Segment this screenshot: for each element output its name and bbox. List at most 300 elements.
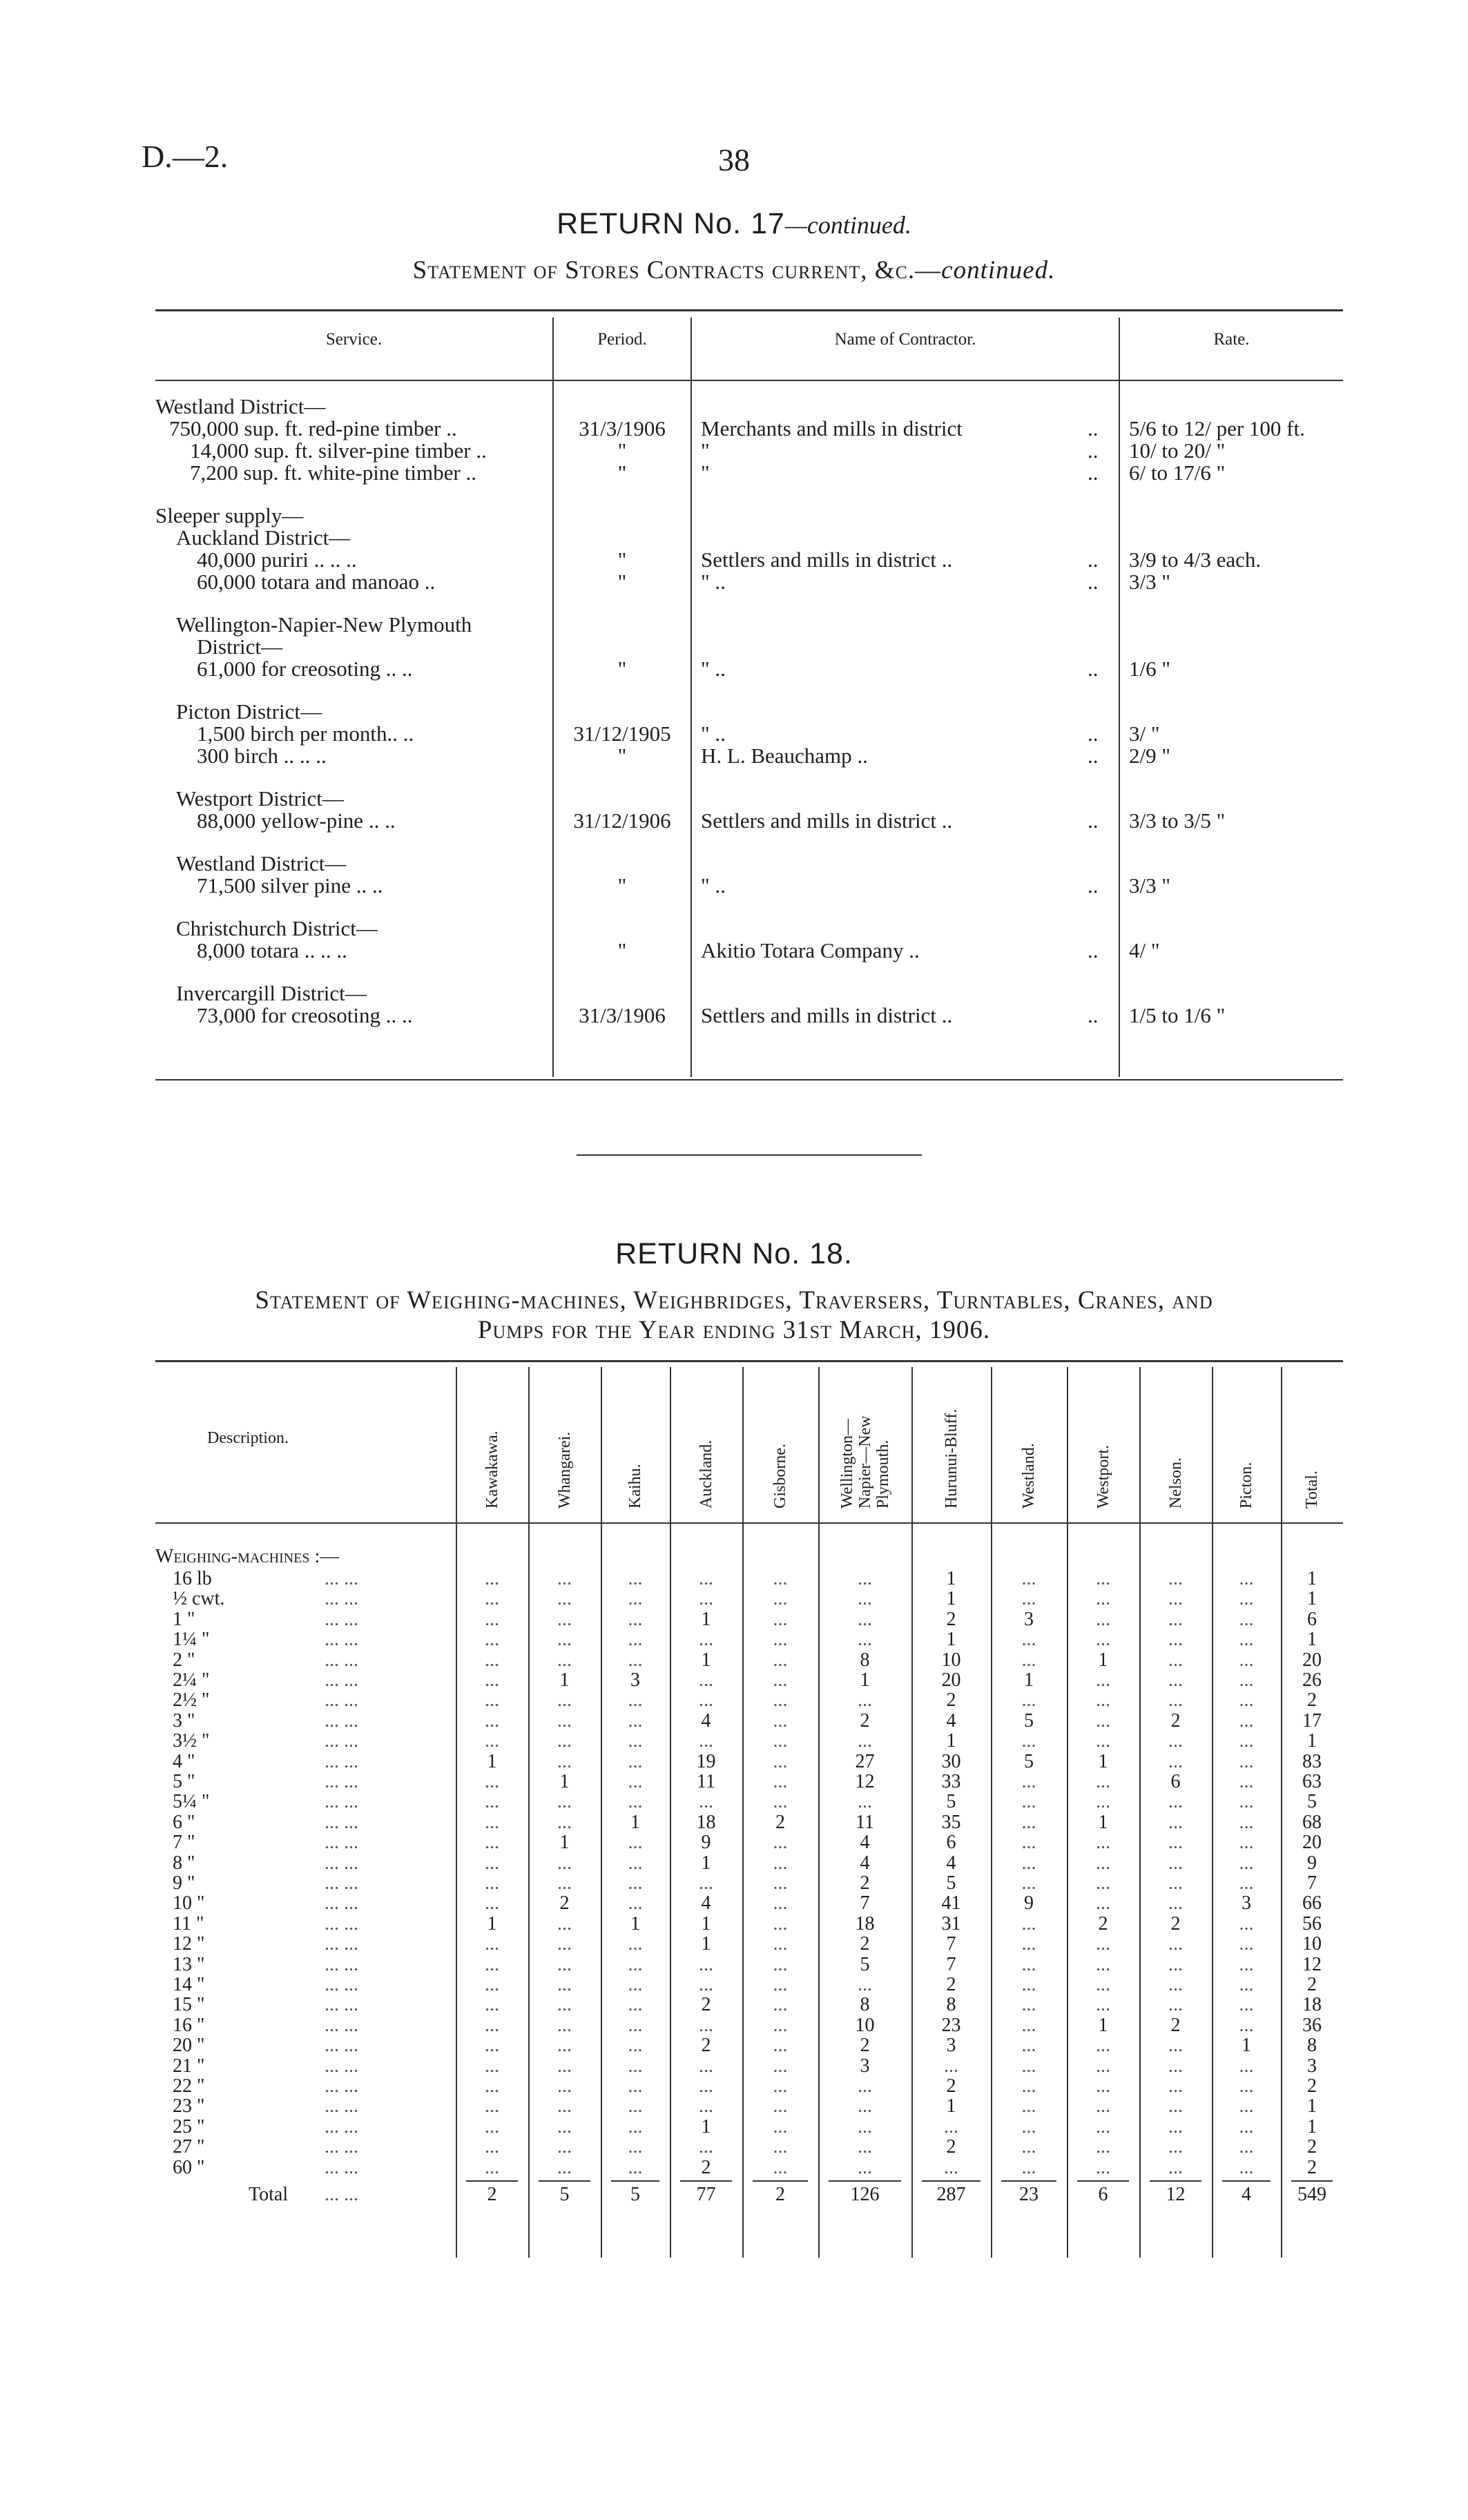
r18-cell: 1: [630, 1912, 640, 1935]
r18-cell: 6: [946, 1832, 956, 1854]
r18-cell: ...: [557, 2156, 572, 2178]
r18-row-desc: 1 ": [173, 1608, 195, 1630]
r18-cell: ...: [944, 2055, 958, 2077]
r18-cell: ...: [628, 2156, 643, 2178]
r18-cell: ...: [1021, 1832, 1036, 1854]
r17-contractor: ": [701, 438, 710, 463]
r18-cell: ...: [485, 1629, 499, 1651]
r18-header-description: Description.: [207, 1429, 289, 1447]
return-18-title: RETURN No. 18.: [615, 1237, 853, 1270]
r18-cell: 1: [1307, 2115, 1317, 2138]
r17-service: Wellington-Napier-New Plymouth: [176, 612, 472, 637]
r17-header-service: Service.: [325, 330, 383, 349]
r18-cell: 1: [559, 1832, 570, 1854]
r18-cell: ...: [1021, 1912, 1036, 1935]
r18-cell: 1: [860, 1669, 870, 1691]
r18-cell: 41: [941, 1892, 961, 1915]
r18-cell: ...: [628, 1588, 643, 1610]
r18-cell: ...: [858, 2075, 872, 2097]
r17-rate: 6/ to 17/6 ": [1129, 461, 1226, 485]
r18-cell: ...: [557, 1811, 572, 1833]
r18-cell: ...: [485, 1994, 499, 2016]
r18-cell: 8: [860, 1649, 870, 1671]
r18-cell: ...: [1239, 1730, 1254, 1752]
r17-rate: 3/3 ": [1129, 873, 1171, 898]
r17-contractor: ": [701, 461, 710, 485]
r17-rate-leader: ..: [1088, 721, 1099, 746]
return-17-title-suffix: —continued.: [784, 211, 911, 239]
r18-cell: ...: [1239, 1953, 1254, 1975]
r18-row-desc: 11 ": [173, 1912, 204, 1935]
r18-cell: ...: [1021, 1852, 1036, 1874]
r18-cell: ...: [557, 1994, 572, 2016]
r18-row-desc: 5¼ ": [173, 1791, 210, 1813]
r17-period: ": [617, 547, 627, 572]
r18-cell: ...: [699, 1588, 713, 1610]
r18-cell: ...: [485, 1953, 499, 1975]
r18-cell: ...: [858, 1629, 872, 1651]
r18-cell: ...: [1168, 1649, 1183, 1671]
r18-cell: 5: [1024, 1709, 1034, 1732]
r17-period: 31/3/1906: [579, 1003, 666, 1027]
r18-cell: ...: [1021, 1953, 1036, 1975]
r17-period: ": [617, 657, 627, 681]
r18-cell: ...: [628, 2095, 643, 2117]
r18-cell: ...: [1239, 1852, 1254, 1874]
r18-cell: ...: [773, 1852, 788, 1874]
r18-cell: 5: [946, 1791, 956, 1813]
r18-cell: ...: [858, 2136, 872, 2158]
r18-cell: ...: [1168, 1730, 1183, 1752]
r18-cell: ...: [557, 1750, 572, 1772]
r18-cell: ...: [485, 1689, 499, 1712]
r18-cell: ...: [628, 1933, 643, 1955]
r18-cell: ...: [773, 2035, 788, 2057]
r18-cell: 2: [559, 1892, 570, 1915]
r17-header-rule: [155, 380, 1343, 381]
r17-top-rule: [155, 309, 1343, 311]
r18-cell: ...: [1096, 1994, 1110, 2016]
r18-cell: ...: [557, 1974, 572, 1995]
r18-cell: 27: [855, 1750, 875, 1772]
r18-cell: 1: [1098, 1811, 1108, 1833]
r18-cell: 2: [860, 1872, 870, 1894]
r18-cell: 1: [701, 1649, 711, 1671]
return-18-statement-line1: Statement of Weighing-machines, Weighbridges, Traversers, Turntables, Cranes, and: [255, 1286, 1213, 1315]
r18-row-leader: ... ...: [325, 1771, 358, 1792]
r18-cell: 2: [1170, 1709, 1181, 1732]
r18-cell: ...: [1239, 2136, 1254, 2158]
r18-cell: 6: [1170, 1771, 1181, 1792]
r18-cell: ...: [1168, 2115, 1183, 2138]
r17-service: 300 birch .. .. ..: [197, 744, 327, 768]
r18-cell: 2: [1170, 1912, 1181, 1935]
r18-cell: ...: [1168, 1872, 1183, 1894]
r18-cell: ...: [557, 1629, 572, 1651]
r18-cell: ...: [1096, 1689, 1110, 1712]
r18-cell: 11: [856, 1811, 874, 1833]
r18-cell: 3: [1024, 1608, 1034, 1630]
r17-rate-leader: ..: [1088, 1003, 1099, 1027]
r18-cell: 7: [1307, 1872, 1317, 1894]
r18-cell: 66: [1302, 1892, 1322, 1915]
r18-cell: 1: [1024, 1669, 1034, 1691]
r18-cell: ...: [1168, 2136, 1183, 2158]
r17-rate: 1/5 to 1/6 ": [1129, 1003, 1226, 1027]
r18-header-1: Whangarei.: [555, 1431, 574, 1509]
r18-row-desc: 20 ": [173, 2035, 205, 2057]
r18-cell: ...: [773, 2055, 788, 2077]
r18-cell: ...: [485, 1608, 499, 1630]
r18-cell: 2: [860, 2035, 870, 2057]
r18-cell: ...: [1168, 2035, 1183, 2057]
r18-row-leader: ... ...: [325, 1608, 358, 1630]
r18-cell: ...: [1021, 1730, 1036, 1752]
r18-cell: ...: [1096, 1852, 1110, 1874]
r18-row-leader: ... ...: [325, 1974, 358, 1995]
r18-cell: 56: [1302, 1912, 1322, 1935]
r18-cell: ...: [699, 1872, 713, 1894]
r18-header-10: Picton.: [1237, 1462, 1255, 1509]
r18-header-6: Hurunui-Bluff.: [942, 1408, 960, 1509]
r17-service: 61,000 for creosoting .. ..: [197, 657, 413, 681]
r18-cell: ...: [628, 1608, 643, 1630]
r17-rate: 3/3 ": [1129, 570, 1171, 594]
r17-rate-leader: ..: [1088, 438, 1099, 463]
r17-service: Sleeper supply—: [155, 503, 304, 527]
r18-cell: ...: [1239, 1994, 1254, 2016]
r18-cell: 2: [946, 1974, 956, 1995]
r18-cell: ...: [1239, 1689, 1254, 1712]
r18-cell: ...: [628, 2115, 643, 2138]
r18-cell: 9: [1024, 1892, 1034, 1915]
r18-cell: ...: [485, 1892, 499, 1915]
r18-row-desc: 13 ": [173, 1953, 205, 1975]
r18-row-leader: ... ...: [325, 1709, 358, 1732]
r18-cell: ...: [628, 1709, 643, 1732]
r18-cell: ...: [628, 1974, 643, 1995]
r18-cell: 83: [1302, 1750, 1322, 1772]
r18-cell: ...: [1239, 1933, 1254, 1955]
r17-service: 14,000 sup. ft. silver-pine timber ..: [190, 438, 487, 463]
r18-cell: ...: [773, 1649, 788, 1671]
r18-cell: 8: [860, 1994, 870, 2016]
r18-cell: 4: [701, 1892, 711, 1915]
r18-header-3: Auckland.: [697, 1440, 715, 1509]
r18-cell: 2: [946, 2136, 956, 2158]
r18-cell: ...: [699, 1689, 713, 1712]
r18-cell: ...: [1021, 1811, 1036, 1833]
r17-service: 7,200 sup. ft. white-pine timber ..: [190, 461, 476, 485]
r17-period: ": [617, 938, 627, 962]
r18-cell: ...: [485, 2035, 499, 2057]
r18-cell: ...: [557, 2095, 572, 2117]
r18-row-leader: ... ...: [325, 1832, 358, 1854]
r18-cell: ...: [773, 1709, 788, 1732]
r18-cell: ...: [773, 2014, 788, 2036]
r18-cell: ...: [1168, 2055, 1183, 2077]
r18-header-5: Wellington—: [838, 1418, 856, 1509]
r18-cell: ...: [1096, 1974, 1110, 1995]
r18-row-leader: ... ...: [325, 2055, 358, 2077]
r18-cell: ...: [699, 2014, 713, 2036]
r18-cell: ...: [858, 2156, 872, 2178]
r18-cell: 1: [487, 1750, 497, 1772]
r18-cell: 2: [701, 2035, 711, 2057]
r18-cell: ...: [557, 1852, 572, 1874]
r17-service: Picton District—: [176, 699, 322, 724]
r18-cell: ...: [628, 1994, 643, 2016]
r18-cell: ...: [557, 2055, 572, 2077]
r18-cell: ...: [557, 1953, 572, 1975]
r18-cell: ...: [1168, 1933, 1183, 1955]
r18-cell: ...: [699, 1730, 713, 1752]
r18-cell: ...: [858, 1689, 872, 1712]
r18-cell: 1: [487, 1912, 497, 1935]
r18-cell: ...: [628, 1730, 643, 1752]
r17-period: ": [617, 873, 627, 898]
r18-row-desc: 6 ": [173, 1811, 195, 1833]
r18-cell: ...: [773, 1933, 788, 1955]
r17-contractor: Settlers and mills in district ..: [701, 808, 953, 833]
r18-row-desc: ½ cwt.: [173, 1588, 225, 1610]
r18-cell: ...: [1096, 1669, 1110, 1691]
r18-cell: 1: [630, 1811, 640, 1833]
r18-cell: ...: [1239, 2115, 1254, 2138]
r18-cell: 1: [701, 1608, 711, 1630]
r18-cell: ...: [1168, 1953, 1183, 1975]
r18-top-rule: [155, 1360, 1343, 1362]
r18-cell: 12: [1302, 1953, 1322, 1975]
r18-cell: 1: [946, 2095, 956, 2117]
r18-row-desc: 8 ": [173, 1852, 195, 1874]
r18-cell: ...: [1239, 1791, 1254, 1813]
r18-cell: 1: [1307, 1568, 1317, 1589]
r18-cell: ...: [773, 1892, 788, 1915]
r18-cell: ...: [1096, 1892, 1110, 1915]
r18-cell: ...: [557, 1709, 572, 1732]
r18-cell: ...: [1096, 2156, 1110, 2178]
r18-row-leader: ... ...: [325, 2035, 358, 2057]
r18-header-4: Gisborne.: [771, 1444, 789, 1509]
r18-total-rule: [539, 2180, 590, 2182]
r17-rate-leader: ..: [1088, 938, 1099, 962]
r18-cell: ...: [628, 1689, 643, 1712]
r18-header-11: Total.: [1303, 1471, 1321, 1509]
r18-cell: ...: [1021, 2136, 1036, 2158]
r18-cell: ...: [1239, 1811, 1254, 1833]
r18-row-desc: 3 ": [173, 1709, 195, 1732]
r17-rate: 1/6 ": [1129, 657, 1171, 681]
r18-cell: ...: [557, 2075, 572, 2097]
r18-total-cell: 5: [630, 2184, 640, 2205]
r18-cell: ...: [1168, 1892, 1183, 1915]
r18-cell: 1: [701, 2115, 711, 2138]
r18-cell: ...: [485, 1832, 499, 1854]
r17-service: 73,000 for creosoting .. ..: [197, 1003, 413, 1027]
r17-contractor: " ..: [701, 657, 726, 681]
r18-cell: 5: [860, 1953, 870, 1975]
r18-row-desc: 4 ": [173, 1750, 195, 1772]
r17-rate: 2/9 ": [1129, 744, 1171, 768]
r18-row-leader: ... ...: [325, 1811, 358, 1833]
r18-total-rule: [829, 2180, 901, 2182]
r18-cell: 7: [860, 1892, 870, 1915]
r18-cell: ...: [557, 1608, 572, 1630]
return-17-statement: [0, 255, 1468, 285]
r18-cell: ...: [557, 1933, 572, 1955]
r18-cell: ...: [485, 2055, 499, 2077]
r17-period: ": [617, 570, 627, 594]
r18-cell: ...: [1239, 2156, 1254, 2178]
r18-cell: ...: [628, 2014, 643, 2036]
r18-row-leader: ... ...: [325, 1649, 358, 1671]
r18-cell: ...: [773, 1629, 788, 1651]
r18-cell: ...: [628, 1872, 643, 1894]
r18-cell: ...: [628, 1852, 643, 1874]
r18-cell: ...: [858, 1791, 872, 1813]
r18-cell: ...: [773, 1669, 788, 1691]
r18-header-9: Nelson.: [1166, 1457, 1185, 1509]
r18-header-rule: [155, 1522, 1343, 1524]
r17-service: 40,000 puriri .. .. ..: [197, 547, 357, 572]
r17-service: 88,000 yellow-pine .. ..: [197, 808, 396, 833]
r18-cell: 2: [1307, 2136, 1317, 2158]
r18-cell: ...: [485, 1852, 499, 1874]
r18-cell: ...: [699, 1568, 713, 1589]
r18-cell: ...: [485, 2075, 499, 2097]
r18-row-leader: ... ...: [325, 1933, 358, 1955]
r17-rate-leader: ..: [1088, 461, 1099, 485]
r17-period: 31/3/1906: [579, 416, 666, 440]
r18-row-leader: ... ...: [325, 1669, 358, 1691]
r17-rate: 10/ to 20/ ": [1129, 438, 1226, 463]
r17-service: 60,000 totara and manoao ..: [197, 570, 436, 594]
r18-cell: ...: [1021, 1933, 1036, 1955]
r18-cell: ...: [1021, 2055, 1036, 2077]
r18-cell: ...: [773, 1568, 788, 1589]
r18-cell: ...: [1168, 1791, 1183, 1813]
r18-cell: ...: [1096, 1771, 1110, 1792]
r18-cell: ...: [1239, 1649, 1254, 1671]
r18-cell: ...: [628, 1750, 643, 1772]
r18-row-leader: ... ...: [325, 1629, 358, 1651]
r18-cell: ...: [1021, 1771, 1036, 1792]
r18-row-leader: ... ...: [325, 1892, 358, 1915]
r18-cell: ...: [1096, 1709, 1110, 1732]
r18-cell: ...: [1239, 1568, 1254, 1589]
r18-cell: ...: [773, 1730, 788, 1752]
r18-cell: ...: [773, 2075, 788, 2097]
r18-row-desc: 22 ": [173, 2075, 205, 2097]
r18-cell: ...: [1096, 1791, 1110, 1813]
r18-cell: 1: [1307, 1730, 1317, 1752]
r18-cell: ...: [1168, 1811, 1183, 1833]
r18-cell: 63: [1302, 1771, 1322, 1792]
r18-cell: 20: [1302, 1649, 1322, 1671]
r18-cell: ...: [1096, 1872, 1110, 1894]
r17-col-divider: [690, 318, 692, 1077]
r18-cell: ...: [628, 1568, 643, 1589]
r18-row-leader: ... ...: [325, 1750, 358, 1772]
r18-cell: ...: [858, 2095, 872, 2117]
r18-cell: ...: [628, 1892, 643, 1915]
r18-cell: 2: [946, 1608, 956, 1630]
r18-cell: ...: [485, 2095, 499, 2117]
r17-service: Westland District—: [176, 851, 347, 875]
r18-cell: 26: [1302, 1669, 1322, 1691]
r18-row-desc: 9 ": [173, 1872, 195, 1894]
r17-rate-leader: ..: [1088, 808, 1099, 833]
r18-cell: ...: [699, 1669, 713, 1691]
r18-total-rule: [1150, 2180, 1201, 2182]
r18-cell: ...: [699, 1974, 713, 1995]
r18-cell: ...: [699, 2055, 713, 2077]
r18-row-desc: 21 ": [173, 2055, 205, 2077]
r18-cell: 11: [697, 1771, 715, 1792]
r18-cell: 1: [946, 1730, 956, 1752]
r18-cell: ...: [485, 1791, 499, 1813]
r18-row-desc: 1¼ ": [173, 1629, 210, 1651]
r18-total-cell: 549: [1297, 2184, 1326, 2205]
return-17-statement-suffix: continued.: [941, 256, 1056, 284]
r17-service: Westport District—: [176, 786, 344, 811]
r17-service: 750,000 sup. ft. red-pine timber ..: [169, 416, 457, 440]
r18-cell: 5: [1024, 1750, 1034, 1772]
r18-cell: ...: [557, 1588, 572, 1610]
r18-cell: 2: [1307, 1974, 1317, 1995]
r17-service: District—: [197, 634, 282, 659]
return-18-statement-line2: Pumps for the Year ending 31st March, 1906.: [477, 1316, 991, 1344]
r18-cell: 1: [1307, 1629, 1317, 1651]
r18-cell: 19: [696, 1750, 716, 1772]
r17-service: Invercargill District—: [176, 981, 367, 1005]
r18-cell: 3: [946, 2035, 956, 2057]
r18-cell: ...: [485, 1649, 499, 1671]
r18-cell: ...: [557, 1649, 572, 1671]
r18-cell: 33: [941, 1771, 961, 1792]
r18-row-desc: 16 ": [173, 2014, 205, 2036]
r17-rate: 3/ ": [1129, 721, 1160, 746]
r17-period: 31/12/1906: [573, 808, 671, 833]
r18-row-leader: ... ...: [325, 1689, 358, 1712]
r17-contractor: Akitio Totara Company ..: [701, 938, 920, 962]
r18-cell: 36: [1302, 2014, 1322, 2036]
r18-row-leader: ... ...: [325, 1568, 358, 1589]
r18-cell: ...: [1168, 2156, 1183, 2178]
r18-cell: ...: [1021, 1872, 1036, 1894]
r18-cell: ...: [1239, 1974, 1254, 1995]
r18-cell: 2: [860, 1709, 870, 1732]
r18-cell: ...: [1239, 2075, 1254, 2097]
r18-cell: 1: [1098, 1649, 1108, 1671]
r17-service: 71,500 silver pine .. ..: [197, 873, 383, 898]
r18-cell: 1: [701, 1852, 711, 1874]
r18-cell: ...: [1239, 1629, 1254, 1651]
r17-rate: 4/ ": [1129, 938, 1160, 962]
r18-cell: 2: [946, 2075, 956, 2097]
r18-row-leader: ... ...: [325, 1791, 358, 1813]
r18-cell: 1: [559, 1771, 570, 1792]
r18-row-leader: ... ...: [325, 2156, 358, 2178]
r18-total-cell: 77: [696, 2184, 716, 2205]
r18-cell: ...: [557, 1872, 572, 1894]
r18-cell: ...: [628, 2055, 643, 2077]
r18-cell: ...: [1168, 1832, 1183, 1854]
r18-cell: ...: [485, 1669, 499, 1691]
r18-total-rule: [1222, 2180, 1271, 2182]
r18-cell: ...: [628, 2136, 643, 2158]
